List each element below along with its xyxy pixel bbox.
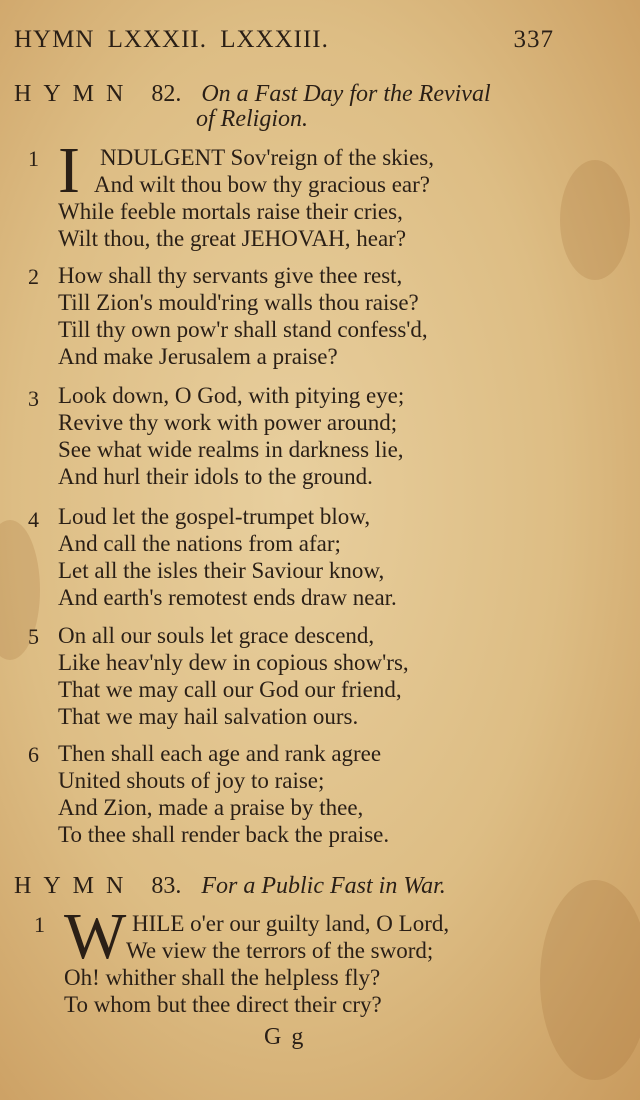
verse-line: And call the nations from afar;	[58, 531, 341, 556]
verse-line: And Zion, made a praise by thee,	[58, 795, 364, 820]
verse-line: Loud let the gospel-trumpet blow,	[58, 504, 371, 529]
hymn-number: 82.	[151, 81, 182, 107]
verse-line: And make Jerusalem a praise?	[58, 344, 338, 369]
verse-line: Look down, O God, with pitying eye;	[58, 383, 405, 408]
running-head	[14, 26, 554, 54]
hymn-83-heading	[14, 872, 574, 900]
verse-line: To whom but thee direct their cry?	[64, 992, 382, 1017]
verse-line: While feeble mortals raise their cries,	[58, 199, 403, 224]
verse-line: Till thy own pow'r shall stand confess'd,	[58, 317, 428, 342]
verse-line: That we may call our God our friend,	[58, 677, 402, 702]
verse-number: 2	[28, 264, 39, 289]
verse-line: How shall thy servants give thee rest,	[58, 263, 403, 288]
hymn-title-continuation: of Religion.	[196, 106, 308, 132]
hymn-title: For a Public Fast in War.	[201, 873, 446, 899]
verse-line: Like heav'nly dew in copious show'rs,	[58, 650, 409, 675]
verse-line: See what wide realms in darkness lie,	[58, 437, 404, 462]
verse-number: 1	[34, 912, 45, 937]
signature-mark: G g	[264, 1024, 306, 1050]
verse-line: We view the terrors of the sword;	[126, 938, 434, 963]
drop-capital: I	[58, 134, 80, 207]
verse-number: 4	[28, 507, 39, 532]
verse-line: Then shall each age and rank agree	[58, 741, 382, 766]
verse-line: HILE o'er our guilty land, O Lord,	[132, 911, 450, 936]
page-number: 337	[513, 26, 554, 53]
verse-line: Till Zion's mould'ring walls thou raise?	[58, 290, 419, 315]
verse-line: To thee shall render back the praise.	[58, 822, 390, 847]
paper-stain	[540, 880, 640, 1080]
verse-line: NDULGENT Sov'reign of the skies,	[100, 145, 434, 170]
verse-line: And earth's remotest ends draw near.	[58, 585, 397, 610]
verse-line: And hurl their idols to the ground.	[58, 464, 373, 489]
verse-line: Wilt thou, the great JEHOVAH, hear?	[58, 226, 407, 251]
hymn-label: HYMN	[14, 81, 136, 107]
verse-line: On all our souls let grace descend,	[58, 623, 375, 648]
running-head-title: HYMN LXXXII. LXXXIII.	[14, 26, 329, 53]
verse-line: United shouts of joy to raise;	[58, 768, 325, 793]
hymn-number: 83.	[151, 873, 182, 899]
verse-line: Revive thy work with power around;	[58, 410, 398, 435]
verse-number: 3	[28, 386, 39, 411]
hymn-title: On a Fast Day for the Revival	[201, 81, 491, 107]
verse-number: 5	[28, 624, 39, 649]
drop-capital: W	[64, 900, 127, 973]
verse-line: Let all the isles their Saviour know,	[58, 558, 385, 583]
hymn-label: HYMN	[14, 873, 136, 899]
verse-line: Oh! whither shall the helpless fly?	[64, 965, 381, 990]
paper-stain	[560, 160, 630, 280]
verse-number: 6	[28, 742, 39, 767]
verse-line: And wilt thou bow thy gracious ear?	[94, 172, 430, 197]
verse-number: 1	[28, 146, 39, 171]
hymn-82-heading	[14, 80, 574, 108]
verse-line: That we may hail salvation ours.	[58, 704, 359, 729]
